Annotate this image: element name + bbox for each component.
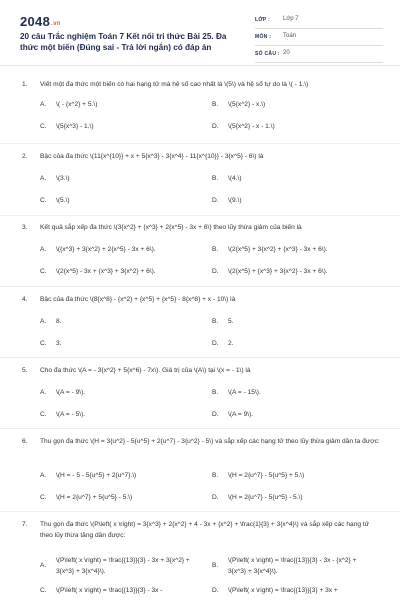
option-label: D. (212, 197, 219, 204)
question-number: 7. (22, 521, 28, 528)
option-label: D. (212, 268, 219, 275)
option-text: \(3.\) (56, 175, 70, 182)
option-label: B. (212, 175, 219, 182)
option-label: A. (40, 101, 47, 108)
option-label: A. (40, 175, 47, 182)
option-text: \(2{x^5} + 3{x^2} + {x^3} - 3x + 6\). (228, 246, 328, 253)
question-separator (0, 143, 400, 144)
question-number: 2. (22, 153, 28, 160)
question-text: Bậc của đa thức \(11{x^{10}} + x + 5{x^3} - 3{x^4} - 11{x^{10}} - 3{x^5} - 6\) là (40, 153, 264, 160)
question-separator (0, 357, 400, 358)
document-header (0, 0, 400, 60)
meta-count-value: 20 (283, 50, 290, 56)
option-label: D. (212, 123, 219, 130)
option-text: \(P\left( x \right) = \frac{{13}}{3} - 3x + 3{x^2} + 3{x^3} + 3{x^4}\). (56, 557, 190, 575)
option-label: C. (40, 123, 47, 130)
meta-count-label: SỐ CÂU : (255, 51, 280, 57)
question-text: Viết một đa thức một biến có hai hạng tử mà hệ số cao nhất là \(5\) và hệ số tự do là \( - 1.\) (40, 81, 309, 88)
question-number: 6. (22, 438, 28, 445)
option-text: \( - {x^2} + 5.\) (56, 101, 98, 108)
question-separator (0, 215, 400, 216)
meta-class-label: LỚP : (255, 17, 271, 23)
question-text: Kết quả sắp xếp đa thức \(3{x^2} + {x^3} + 2{x^5} - 3x + 6\) theo lũy thừa giảm của biến là (40, 224, 302, 231)
option-text: \(P\left( x \right) = \frac{{13}}{3} - 3x - {x^2} + 3{x^3} + 3{x^4}\). (228, 557, 357, 575)
document-title: 20 câu Trắc nghiệm Toán 7 Kết nối tri thức Bài 25. Đa thức một biến (Đúng sai - Trả lời ngắn) có đáp án (20, 32, 227, 52)
option-text: \(5{x^3} - 1.\) (56, 123, 94, 130)
option-text: \(H = 2{u^7} - 5{u^5} + 5.\) (228, 472, 305, 479)
option-text: \(9.\) (228, 197, 242, 204)
option-label: D. (212, 587, 219, 594)
option-text: 5. (228, 318, 234, 325)
question-number: 4. (22, 296, 28, 303)
question-text: Cho đa thức \(A = - 3{x^2} + 5{x^6} - 7x\). Giá trị của \(A\) tại \(x = - 1\) là (40, 367, 251, 374)
option-text: \(5.\) (56, 197, 70, 204)
option-label: A. (40, 472, 47, 479)
option-label: A. (40, 562, 47, 569)
option-label: B. (212, 101, 219, 108)
option-label: B. (212, 472, 219, 479)
meta-class-value: Lớp 7 (283, 16, 299, 22)
meta-row-count (255, 46, 383, 63)
option-label: C. (40, 197, 47, 204)
option-text: \(H = 2{u^7} + 5{u^5} - 5.\) (56, 494, 133, 501)
option-label: C. (40, 411, 47, 418)
option-label: D. (212, 494, 219, 501)
option-text: \(H = 2{u^7} - 5{u^5} - 5.\) (228, 494, 303, 501)
question-number: 5. (22, 367, 28, 374)
logo-sub-text: .vn (51, 21, 61, 27)
question-separator (0, 428, 400, 429)
option-label: B. (212, 562, 219, 569)
option-text: \(A = 9\). (228, 411, 254, 418)
option-label: A. (40, 318, 47, 325)
option-text: \(2{x^5} - 3x + {x^3} + 3{x^2} + 6\). (56, 268, 156, 275)
option-text: \(A = - 5\). (56, 411, 86, 418)
option-text: 8. (56, 318, 62, 325)
meta-subject-value: Toán (283, 33, 297, 39)
option-text: \(P\left( x \right) = \frac{{13}}{3} - 3x - (56, 587, 163, 594)
question-separator (0, 511, 400, 512)
option-label: A. (40, 246, 47, 253)
option-text: \(4.\) (228, 175, 242, 182)
option-text: \(2{x^5} + {x^3} + 3{x^2} - 3x + 6\). (228, 268, 328, 275)
option-label: D. (212, 411, 219, 418)
question-text: Thu gọn đa thức \(H = 3{u^2} - 5{u^5} + 2{u^7} - 3{u^2} - 5\) và sắp xếp các hạng tử theo lũy thừa giảm dần ta được: (40, 438, 380, 445)
option-label: C. (40, 340, 47, 347)
site-logo[interactable] (20, 14, 61, 29)
header-divider (0, 65, 400, 66)
option-text: \({x^3} + 3{x^2} + 2{x^5} - 3x + 6\). (56, 246, 156, 253)
option-label: C. (40, 587, 47, 594)
question-number: 3. (22, 224, 28, 231)
option-text: 2. (228, 340, 234, 347)
option-text: \(A = - 9\). (56, 389, 86, 396)
option-label: D. (212, 340, 219, 347)
option-text: \(5{x^2} - x - 1.\) (228, 123, 275, 130)
meta-subject-label: MÔN : (255, 34, 272, 40)
meta-row-class (255, 12, 383, 29)
option-text: \(A = - 15\). (228, 389, 261, 396)
option-label: C. (40, 494, 47, 501)
option-label: C. (40, 268, 47, 275)
logo-main-text: 2048 (20, 14, 51, 29)
question-separator (0, 286, 400, 287)
option-label: B. (212, 246, 219, 253)
question-text: Bậc của đa thức \(8{x^8} - {x^2} + {x^5} + {x^5} - 8{x^8} + x - 10\) là (40, 296, 236, 303)
option-label: A. (40, 389, 47, 396)
option-label: B. (212, 389, 219, 396)
option-label: B. (212, 318, 219, 325)
option-text: \(H = - 5 - 5{u^5} + 2{u^7}.\) (56, 472, 137, 479)
meta-row-subject (255, 29, 383, 46)
option-text: \(5{x^2} - x.\) (228, 101, 266, 108)
question-text: Thu gọn đa thức \(P\left( x \right) = 3{x^3} + 2{x^2} + 4 - 3x + {x^2} + \frac{1}{3} + 3{x^4}\) và sắp xếp các hạng tử theo lũy thừa tăng dần được: (40, 521, 370, 539)
question-number: 1. (22, 81, 28, 88)
document-meta (255, 12, 383, 63)
option-text: 3. (56, 340, 62, 347)
option-text: \(P\left( x \right) = \frac{{13}}{3} + 3x + (228, 587, 338, 594)
